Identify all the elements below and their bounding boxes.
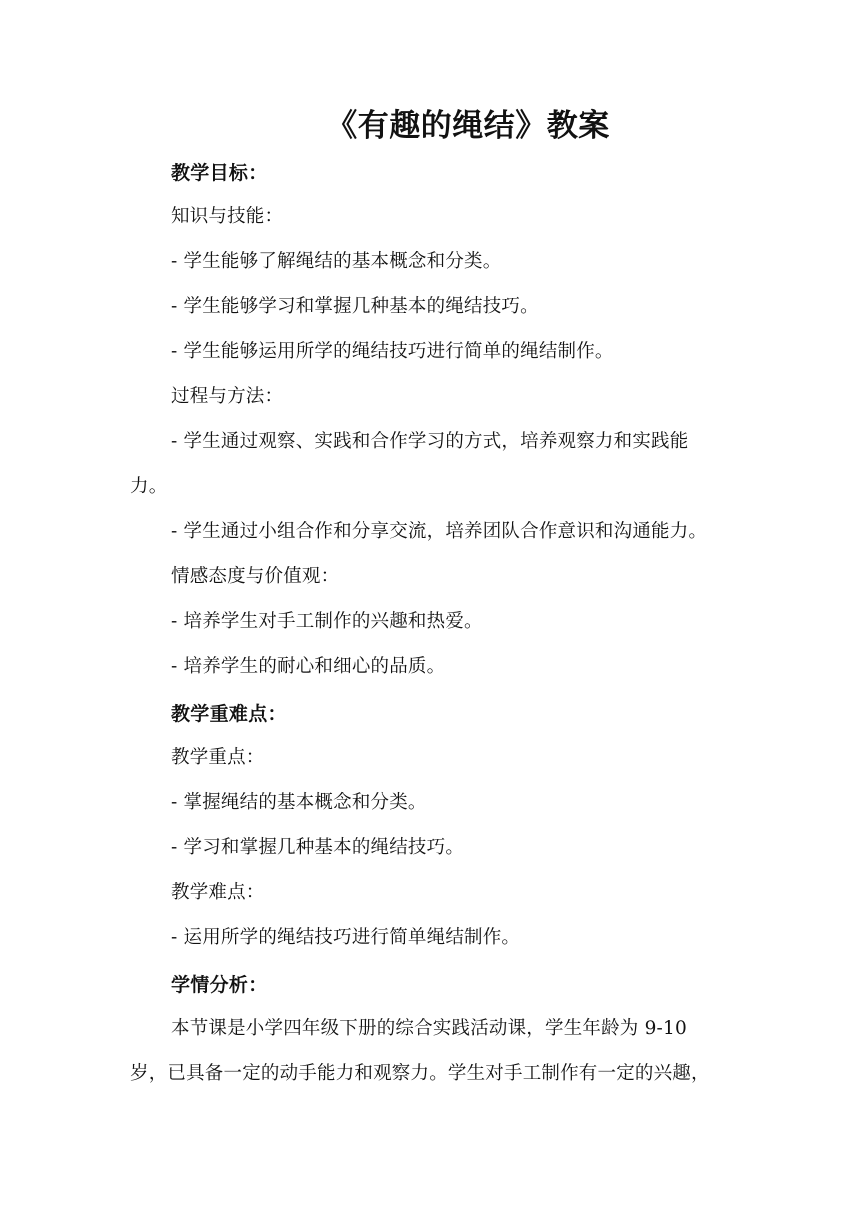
- focus-item: - 掌握绳结的基本概念和分类。: [171, 792, 427, 813]
- knowledge-item: - 学生能够运用所学的绳结技巧进行简单的绳结制作。: [171, 341, 614, 362]
- subheading-knowledge-skills: 知识与技能：: [171, 206, 284, 227]
- process-item: - 学生通过小组合作和分享交流，培养团队合作意识和沟通能力。: [171, 521, 708, 542]
- focus-item: - 学习和掌握几种基本的绳结技巧。: [171, 837, 465, 858]
- subheading-process-methods: 过程与方法：: [171, 386, 284, 407]
- knowledge-item: - 学生能够学习和掌握几种基本的绳结技巧。: [171, 296, 539, 317]
- section-heading-objectives: 教学目标：: [171, 162, 268, 184]
- section-heading-analysis: 学情分析：: [171, 974, 268, 996]
- section-heading-key-points: 教学重难点：: [171, 703, 287, 725]
- difficulty-item: - 运用所学的绳结技巧进行简单绳结制作。: [171, 927, 521, 948]
- analysis-paragraph-line: 本节课是小学四年级下册的综合实践活动课，学生年龄为 9-10: [171, 1018, 687, 1039]
- subheading-teaching-focus: 教学重点：: [171, 747, 265, 768]
- attitude-item: - 培养学生对手工制作的兴趣和热爱。: [171, 611, 483, 632]
- knowledge-item: - 学生能够了解绳结的基本概念和分类。: [171, 251, 502, 272]
- subheading-teaching-difficulty: 教学难点：: [171, 882, 265, 903]
- document-title: 《有趣的绳结》教案: [326, 108, 610, 144]
- attitude-item: - 培养学生的耐心和细心的品质。: [171, 656, 446, 677]
- process-item-line: 力。: [130, 476, 168, 497]
- subheading-attitude-values: 情感态度与价值观：: [171, 566, 340, 587]
- analysis-paragraph-line: 岁，已具备一定的动手能力和观察力。学生对手工制作有一定的兴趣，: [130, 1063, 710, 1084]
- process-item-line: - 学生通过观察、实践和合作学习的方式，培养观察力和实践能: [171, 431, 689, 452]
